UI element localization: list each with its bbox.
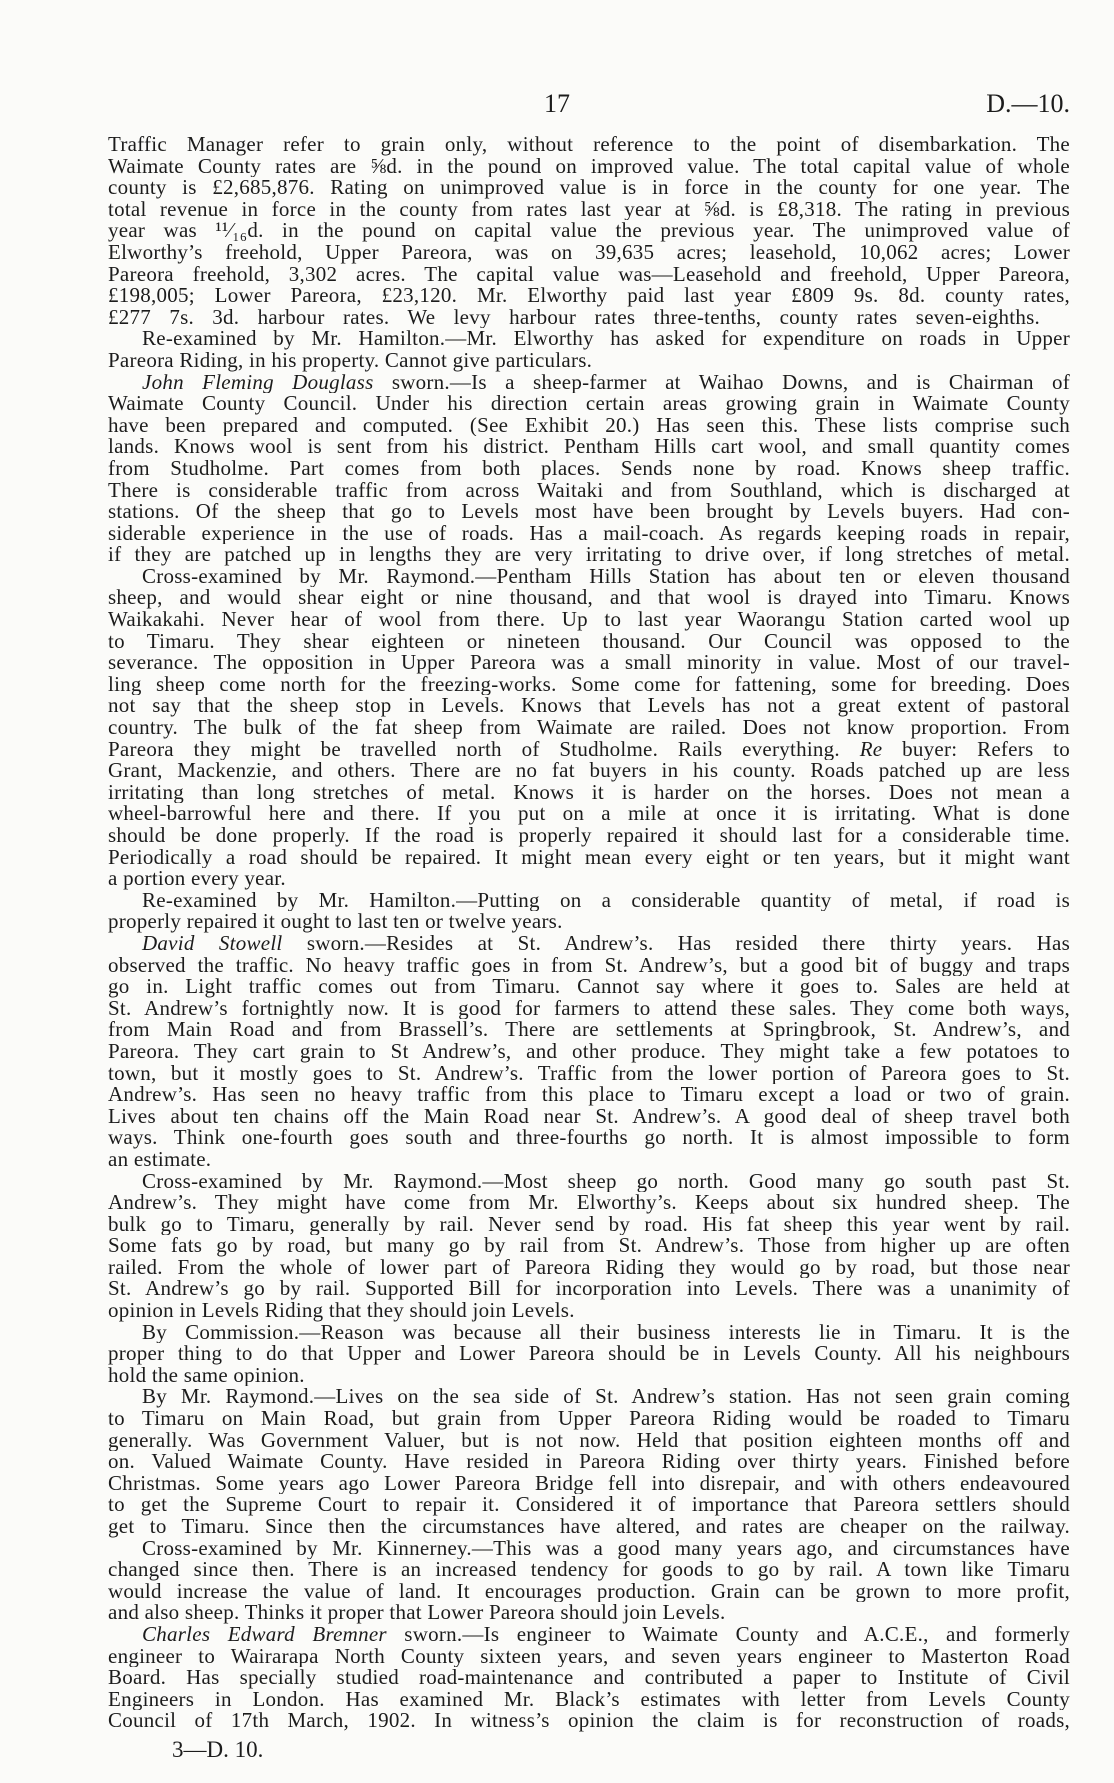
text-line: to Timaru. They shear eighteen or nineteen thousand. Our Council was opposed to the	[108, 630, 1070, 653]
text-line: should be done properly. If the road is properly repaired it should last for a considerable time.	[108, 825, 1070, 847]
text-line: opinion in Levels Riding that they should join Levels.	[108, 1300, 575, 1322]
text-line: There is considerable traffic from across Waitaki and from Southland, which is discharged at	[108, 479, 1070, 502]
text-line: Lives about ten chains off the Main Road near St. Andrew’s. A good deal of sheep travel both	[108, 1105, 1070, 1128]
text-line: generally. Was Government Valuer, but is not now. Held that position eighteen months off and	[108, 1429, 1070, 1452]
paragraph	[108, 134, 1070, 328]
paragraph	[108, 1171, 1070, 1322]
text-line: town, but it mostly goes to St. Andrew’s. Traffic from the lower portion of Pareora goes to St.	[108, 1062, 1070, 1085]
text-line: get to Timaru. Since then the circumstances have altered, and rates are cheaper on the railway.	[108, 1516, 1070, 1538]
witness-name: John Fleming Douglass	[142, 371, 374, 394]
text-line: Periodically a road should be repaired. It might mean every eight or ten years, but it might want	[108, 846, 1070, 869]
text-line: proper thing to do that Upper and Lower Pareora should be in Levels County. All his neighbours	[108, 1343, 1070, 1365]
text-line: siderable experience in the use of roads. Has a mail-coach. As regards keeping roads in repair,	[108, 522, 1070, 545]
paragraph	[108, 933, 1070, 1171]
text-line: Some fats go by road, but many go by rail from St. Andrew’s. Those from higher up are often	[108, 1235, 1070, 1257]
text-line: Pareora Riding, in his property. Cannot give particulars.	[108, 349, 593, 372]
text-line: total revenue in force in the county from rates last year at ⅝d. is £8,318. The rating in previous	[108, 198, 1070, 221]
text-line: St. Andrew’s fortnightly now. It is good for farmers to attend these sales. They come both ways,	[108, 997, 1070, 1020]
line-text: sworn.—Is a sheep-farmer at Waihao Downs, and is Chairman of	[391, 371, 1070, 394]
text-line: irritating than long stretches of metal. Knows it is harder on the horses. Does not mean a	[108, 781, 1070, 804]
text-line: if they are patched up in lengths they are very irritating to drive over, if long stretches of metal.	[108, 544, 1070, 566]
text-line: engineer to Wairarapa North County sixteen years, and seven years engineer to Masterton Road	[108, 1645, 1070, 1668]
italic-term: Re	[859, 738, 883, 761]
text-line: year was ¹¹⁄₁₆d. in the pound on capital value the previous year. The unimproved value of	[108, 220, 1070, 242]
signature-mark: 3—D. 10.	[172, 1737, 264, 1762]
text-line: Andrew’s. Has seen no heavy traffic from this place to Timaru except a load or two of grain.	[108, 1084, 1070, 1106]
text-line: Re-examined by Mr. Hamilton.—Putting on a considerable quantity of metal, if road is	[142, 889, 1070, 912]
text-line: Cross-examined by Mr. Raymond.—Pentham Hills Station has about ten or eleven thousand	[142, 565, 1070, 588]
line-text: sworn.—Is engineer to Waimate County and A.C.E., and formerly	[404, 1623, 1070, 1646]
paragraph	[108, 1386, 1070, 1537]
text-line: £277 7s. 3d. harbour rates. We levy harbour rates three-tenths, county rates seven-eighths.	[108, 306, 1040, 329]
text-line: to Timaru on Main Road, but grain from Upper Pareora Riding would be roaded to Timaru	[108, 1408, 1070, 1430]
text-line: go in. Light traffic comes out from Timaru. Cannot say where it goes to. Sales are held at	[108, 976, 1070, 998]
text-line: By Commission.—Reason was because all their business interests lie in Timaru. It is the	[142, 1321, 1070, 1344]
paragraph	[108, 890, 1070, 933]
text-line: county is £2,685,876. Rating on unimproved value is in force in the county for one year. The	[108, 177, 1070, 199]
text-line: a portion every year.	[108, 868, 286, 890]
text-line: to get the Supreme Court to repair it. Considered it of importance that Pareora settlers should	[108, 1494, 1070, 1516]
text-line: properly repaired it ought to last ten or twelve years.	[108, 911, 563, 933]
text-line: bulk go to Timaru, generally by rail. Never send by road. His fat sheep this year went by rail.	[108, 1213, 1070, 1236]
text-line: not say that the sheep stop in Levels. Knows that Levels has not a great extent of pastoral	[108, 695, 1070, 718]
text-line: country. The bulk of the fat sheep from Waimate are railed. Does not know proportion. From	[108, 717, 1070, 739]
text-line: observed the traffic. No heavy traffic goes in from St. Andrew’s, but a good bit of buggy and traps	[108, 954, 1070, 977]
text-line	[108, 739, 1070, 761]
text-line: Re-examined by Mr. Hamilton.—Mr. Elworthy has asked for expenditure on roads in Upper	[142, 328, 1070, 350]
text-line: on. Valued Waimate County. Have resided in Pareora Riding over thirty years. Finished before	[108, 1451, 1070, 1473]
paragraph	[108, 372, 1070, 566]
witness-name: David Stowell	[142, 932, 283, 955]
paragraph	[108, 328, 1070, 371]
text-line: wheel-barrowful here and there. If you put on a mile at once it is irritating. What is done	[108, 803, 1070, 825]
text-line: Pareora. They cart grain to St Andrew’s, and other produce. They might take a few potatoes to	[108, 1040, 1070, 1063]
text-line: Elworthy’s freehold, Upper Pareora, was on 39,635 acres; leasehold, 10,062 acres; Lower	[108, 241, 1070, 264]
text-line: from Studholme. Part comes from both places. Sends none by road. Knows sheep traffic.	[108, 457, 1070, 480]
text-line: would increase the value of land. It encourages production. Grain can be grown to more profit,	[108, 1580, 1070, 1603]
text-line: £198,005; Lower Pareora, £23,120. Mr. Elworthy paid last year £809 9s. 8d. county rates,	[108, 285, 1070, 307]
text-line: stations. Of the sheep that go to Levels most have been brought by Levels buyers. Had con-	[108, 501, 1070, 523]
text-line: Cross-examined by Mr. Kinnerney.—This was a good many years ago, and circumstances have	[142, 1537, 1070, 1560]
text-line: Waikakahi. Never hear of wool from there. Up to last year Waorangu Station carted wool up	[108, 609, 1070, 631]
paragraph	[108, 1322, 1070, 1387]
text-line: By Mr. Raymond.—Lives on the sea side of St. Andrew’s station. Has not seen grain coming	[142, 1386, 1070, 1409]
text-line: Grant, Mackenzie, and others. There are no fat buyers in his county. Roads patched up are less	[108, 760, 1070, 782]
text-line: Christmas. Some years ago Lower Pareora Bridge fell into disrepair, and with others endeavoured	[108, 1472, 1070, 1495]
line-text: sworn.—Resides at St. Andrew’s. Has resided there thirty years. Has	[306, 932, 1070, 955]
text-line: railed. From the whole of lower part of Pareora Riding they would go by road, but those near	[108, 1256, 1070, 1279]
text-line: an estimate.	[108, 1148, 212, 1171]
paragraph	[108, 1538, 1070, 1624]
witness-name: Charles Edward Bremner	[142, 1623, 387, 1646]
text-line: Council of 17th March, 1902. In witness’s opinion the claim is for reconstruction of roads,	[108, 1710, 1070, 1732]
text-line	[108, 372, 1070, 394]
text-line: have been prepared and computed. (See Exhibit 20.) Has seen this. These lists comprise such	[108, 414, 1070, 437]
body-text	[108, 134, 1070, 1732]
text-line: changed since then. There is an increased tendency for goods to go by rail. A town like Timaru	[108, 1559, 1070, 1581]
paper-reference: D.—10.	[986, 89, 1070, 118]
line-text: Pareora they might be travelled north of Studholme. Rails everything.	[108, 738, 840, 761]
text-line	[108, 933, 1070, 955]
text-line	[108, 1624, 1070, 1646]
paragraph	[108, 566, 1070, 890]
text-line: Waimate County Council. Under his direction certain areas growing grain in Waimate County	[108, 393, 1070, 415]
text-line: Andrew’s. They might have come from Mr. Elworthy’s. Keeps about six hundred sheep. The	[108, 1192, 1070, 1214]
text-line: sheep, and would shear eight or nine thousand, and that wool is drayed into Timaru. Knows	[108, 587, 1070, 610]
text-line: Waimate County rates are ⅝d. in the pound on improved value. The total capital value of whole	[108, 155, 1070, 178]
text-line: hold the same opinion.	[108, 1364, 305, 1387]
page-number: 17	[544, 89, 570, 118]
text-line: Cross-examined by Mr. Raymond.—Most sheep go north. Good many go south past St.	[142, 1170, 1070, 1193]
text-line: Traffic Manager refer to grain only, without reference to the point of disembarkation. The	[108, 134, 1070, 156]
text-line: Pareora freehold, 3,302 acres. The capital value was—Leasehold and freehold, Upper Pareora,	[108, 263, 1070, 286]
paragraph	[108, 1624, 1070, 1732]
text-line: ways. Think one-fourth goes south and three-fourths go north. It is almost impossible to form	[108, 1127, 1070, 1149]
text-line: from Main Road and from Brassell’s. There are settlements at Springbrook, St. Andrew’s, and	[108, 1019, 1070, 1041]
text-line: Board. Has specially studied road-maintenance and contributed a paper to Institute of Civil	[108, 1667, 1070, 1689]
text-line: Engineers in London. Has examined Mr. Black’s estimates with letter from Levels County	[108, 1688, 1070, 1711]
text-line: lands. Knows wool is sent from his district. Pentham Hills cart wool, and small quantity comes	[108, 436, 1070, 458]
text-line: ling sheep come north for the freezing-works. Some come for fattening, some for breeding. Does	[108, 673, 1070, 696]
line-text: buyer: Refers to	[902, 738, 1070, 761]
text-line: and also sheep. Thinks it proper that Lower Pareora should join Levels.	[108, 1602, 726, 1624]
text-line: St. Andrew’s go by rail. Supported Bill for incorporation into Levels. There was a unanimity of	[108, 1278, 1070, 1301]
text-line: severance. The opposition in Upper Pareora was a small minority in value. Most of our travel-	[108, 652, 1070, 674]
